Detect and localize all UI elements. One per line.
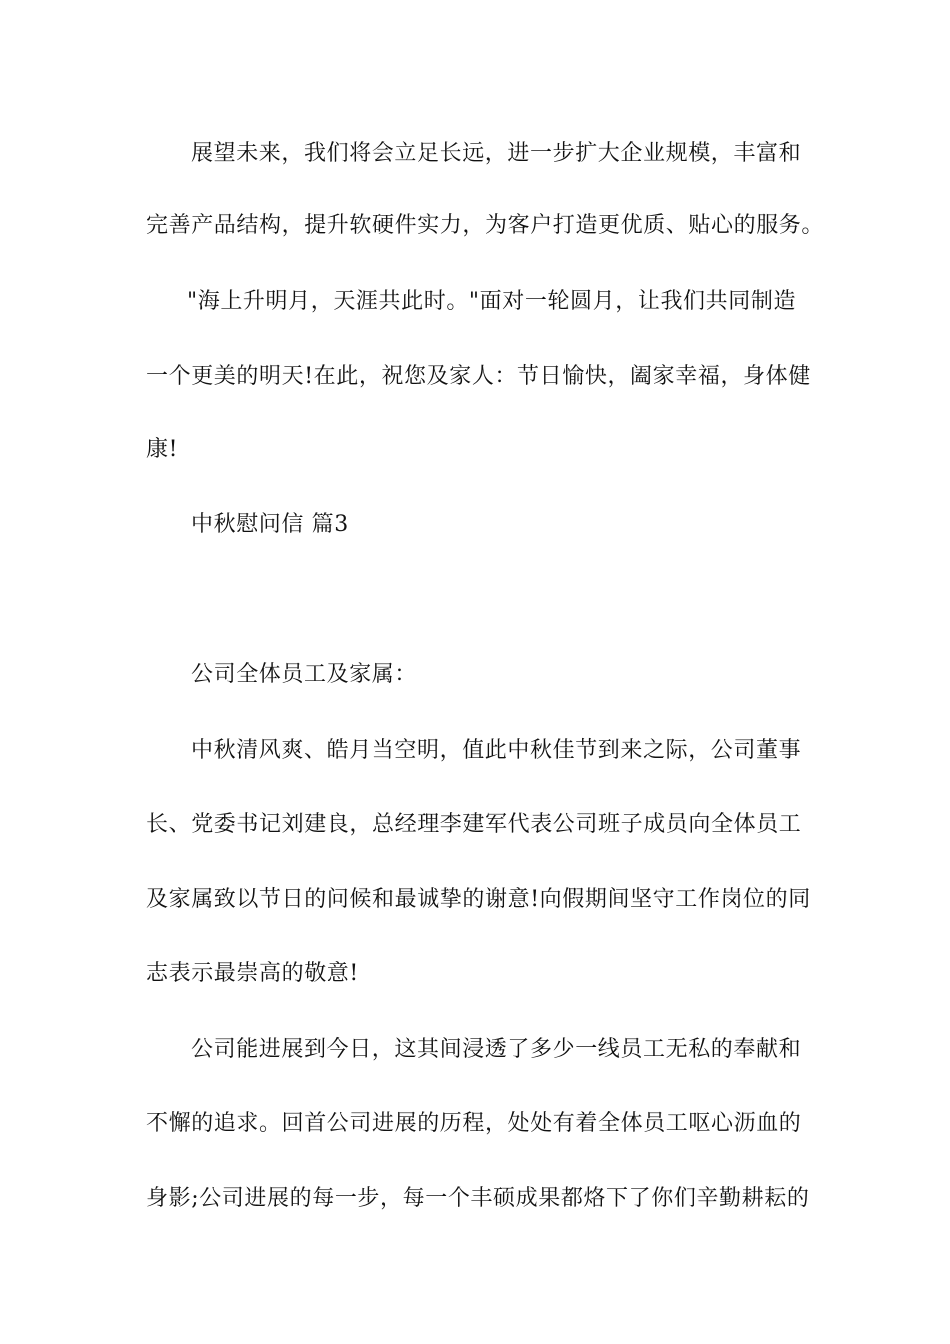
paragraph-line: 志表示最崇高的敬意! [146,961,359,986]
paragraph-line: 身影;公司进展的每一步，每一个丰硕成果都烙下了你们辛勤耕耘的 [146,1186,810,1211]
paragraph-line: 康! [146,437,179,462]
section-heading: 中秋慰问信 篇3 [191,512,349,537]
paragraph-line: 中秋清风爽、皓月当空明，值此中秋佳节到来之际，公司董事 [191,738,802,763]
paragraph-line: 长、党委书记刘建良，总经理李建军代表公司班子成员向全体员工 [146,812,802,837]
paragraph-line: 完善产品结构，提升软硬件实力，为客户打造更优质、贴心的服务。 [146,213,825,238]
paragraph-line: 不懈的追求。回首公司进展的历程，处处有着全体员工呕心沥血的 [146,1111,802,1136]
salutation: 公司全体员工及家属： [191,662,418,687]
paragraph-line: 展望未来，我们将会立足长远，进一步扩大企业规模，丰富和 [191,141,802,166]
paragraph-line: 一个更美的明天!在此，祝您及家人：节日愉快，阖家幸福，身体健 [146,364,811,389]
paragraph-line: 及家属致以节日的问候和最诚挚的谢意!向假期间坚守工作岗位的同 [146,887,811,912]
paragraph-line: "海上升明月，天涯共此时。"面对一轮圆月，让我们共同制造 [187,289,797,314]
paragraph-line: 公司能进展到今日，这其间浸透了多少一线员工无私的奉献和 [191,1037,802,1062]
